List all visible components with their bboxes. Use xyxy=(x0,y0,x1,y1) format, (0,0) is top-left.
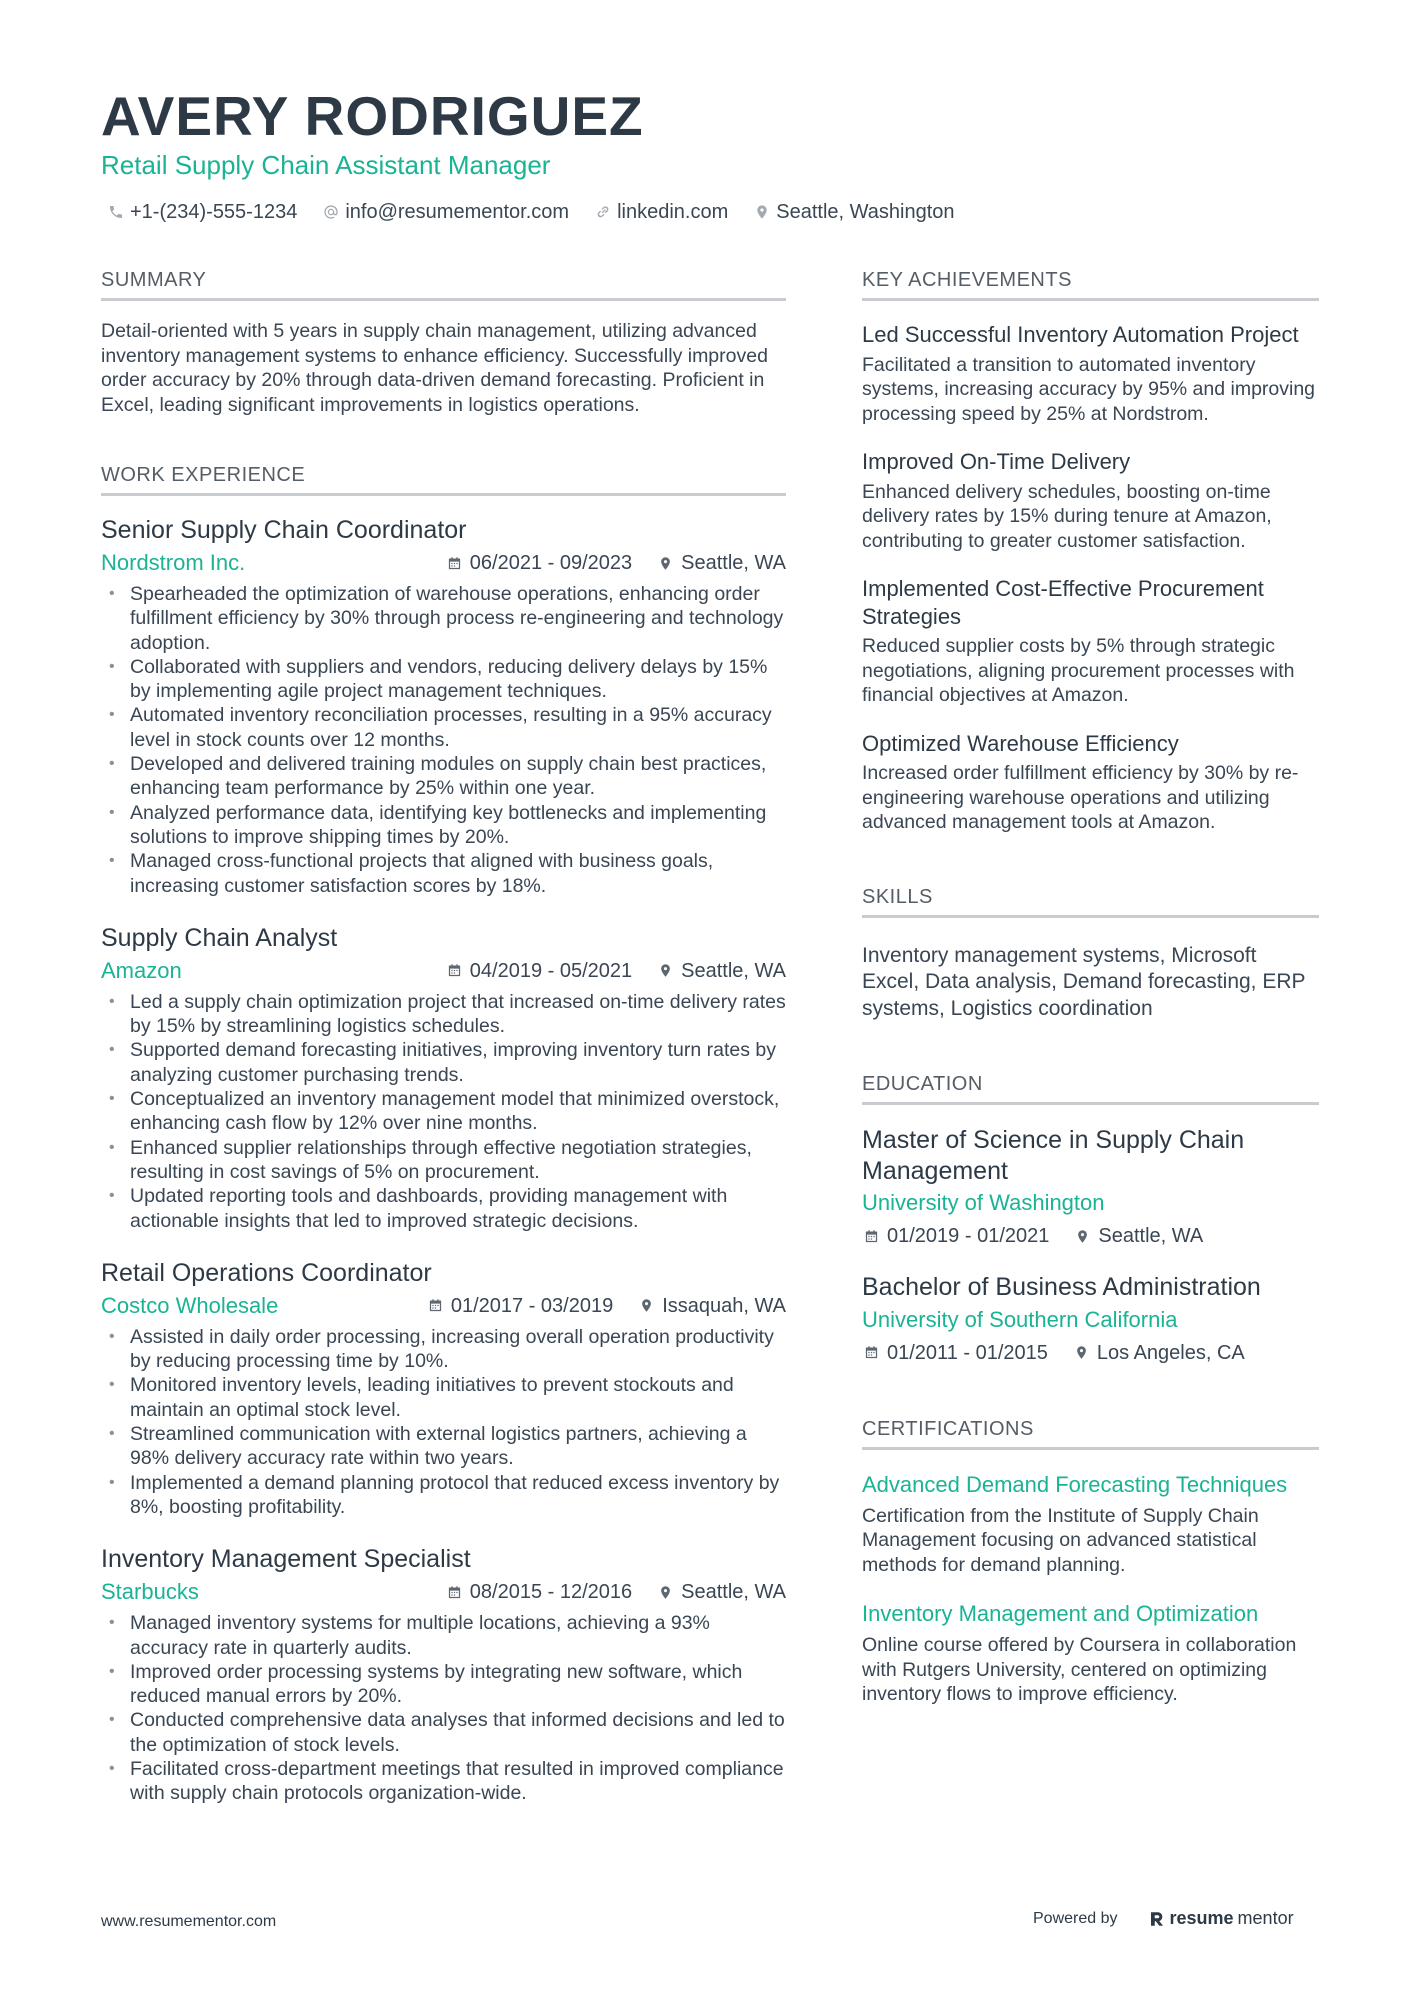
footer-website[interactable]: www.resumementor.com xyxy=(101,1913,277,1930)
education-location xyxy=(1075,1222,1203,1250)
education-location xyxy=(1074,1339,1245,1367)
education-heading: EDUCATION xyxy=(862,1070,1319,1105)
map-pin-icon xyxy=(1074,1345,1089,1360)
job-bullet: • Automated inventory reconciliation processes, resulting in a 95% accuracy level in stock counts over 12 months. xyxy=(101,703,786,752)
achievement-title: Led Successful Inventory Automation Project xyxy=(862,322,1299,347)
contact-bar xyxy=(108,198,955,226)
certification-title: Advanced Demand Forecasting Techniques xyxy=(862,1471,1288,1497)
job-location xyxy=(639,1291,786,1321)
job-dates xyxy=(428,1291,613,1321)
job-title: Supply Chain Analyst xyxy=(101,923,338,952)
job-location xyxy=(658,956,786,986)
candidate-name: AVERY RODRIGUEZ xyxy=(101,85,644,147)
experience-heading: WORK EXPERIENCE xyxy=(101,461,786,496)
achievement-desc: Enhanced delivery schedules, boosting on-time delivery rates by 15% during tenure at Amazon, contributing to greater customer satisfaction. xyxy=(862,480,1272,552)
summary-text: Detail-oriented with 5 years in supply chain management, utilizing advanced inventory management systems to enhance efficiency. Successfully improved order accuracy by 20% through data-driven demand forecasting. Proficient in Excel, leading significant improvements in logistics operations. xyxy=(101,320,768,416)
achievement-title: Improved On-Time Delivery xyxy=(862,449,1131,474)
skills-heading: SKILLS xyxy=(862,883,1319,918)
calendar-icon xyxy=(864,1229,879,1244)
job-title: Senior Supply Chain Coordinator xyxy=(101,516,467,544)
contact-email[interactable] xyxy=(323,198,569,226)
education-location-text: Seattle, WA xyxy=(1098,1225,1204,1247)
left-column xyxy=(101,266,786,1806)
job-meta xyxy=(101,1291,786,1321)
certification-title: Inventory Management and Optimization xyxy=(862,1601,1259,1626)
education-dates xyxy=(864,1339,1048,1367)
brand-light: mentor xyxy=(1237,1908,1294,1928)
achievement-title: Implemented Cost-Effective Procurement Strategies xyxy=(862,576,1264,629)
summary-heading: SUMMARY xyxy=(101,266,786,301)
education-item xyxy=(862,1125,1319,1250)
job-bullet: • Streamlined communication with external logistics partners, achieving a 98% delivery accuracy rate within two years. xyxy=(101,1422,786,1471)
powered-by-text: Powered by xyxy=(1033,1909,1118,1927)
certification-item xyxy=(862,1599,1319,1707)
brand-logo[interactable] xyxy=(1148,1908,1294,1929)
location-text: Seattle, Washington xyxy=(776,201,955,223)
footer-brand xyxy=(1033,1908,1294,1929)
certification-desc: Certification from the Institute of Supply Chain Management focusing on advanced statistical methods for demand planning. xyxy=(862,1504,1259,1576)
job-list xyxy=(101,514,786,1806)
job-bullet: • Led a supply chain optimization project that increased on-time delivery rates by 15% by streamlining logistics schedules. xyxy=(101,990,786,1039)
certification-item xyxy=(862,1470,1319,1578)
achievement-desc: Increased order fulfillment efficiency by 30% by re-engineering warehouse operations and utilizing advanced management tools at Amazon. xyxy=(862,762,1299,833)
achievement-item xyxy=(862,448,1319,553)
job-bullet: • Analyzed performance data, identifying key bottlenecks and implementing solutions to improve shipping times by 20%. xyxy=(101,801,786,850)
job-location-text: Seattle, WA xyxy=(681,1581,786,1604)
calendar-icon xyxy=(428,1298,443,1313)
education-dates-text: 01/2011 - 01/2015 xyxy=(887,1341,1048,1364)
calendar-icon xyxy=(447,556,462,571)
job-company: Costco Wholesale xyxy=(101,1292,279,1318)
job-bullets xyxy=(101,990,786,1233)
job-title: Inventory Management Specialist xyxy=(101,1545,471,1574)
calendar-icon xyxy=(447,963,462,978)
job-bullet: • Supported demand forecasting initiatives, improving inventory turn rates by analyzing customer purchasing trends. xyxy=(101,1038,786,1087)
certification-list xyxy=(862,1470,1319,1707)
job-meta xyxy=(101,956,786,986)
job-bullet: • Spearheaded the optimization of warehouse operations, enhancing order fulfillment efficiency by 30% through process re-engineering and technology adoption. xyxy=(101,582,786,655)
job-bullet: • Facilitated cross-department meetings that resulted in improved compliance with supply chain protocols organization-wide. xyxy=(101,1757,786,1806)
at-icon xyxy=(323,204,339,220)
job-dates xyxy=(447,1577,632,1607)
resumementor-logo-icon xyxy=(1148,1910,1166,1928)
contact-location xyxy=(754,198,954,226)
achievement-item xyxy=(862,575,1319,708)
job-bullet: • Conceptualized an inventory management model that minimized overstock, enhancing cash flow by 12% over nine months. xyxy=(101,1087,786,1136)
email-text: info@resumementor.com xyxy=(345,201,570,223)
education-school: University of Southern California xyxy=(862,1306,1178,1332)
achievement-title: Optimized Warehouse Efficiency xyxy=(862,730,1179,756)
candidate-title: Retail Supply Chain Assistant Manager xyxy=(101,150,551,180)
job-bullet: • Improved order processing systems by integrating new software, which reduced manual errors by 20%. xyxy=(101,1660,786,1709)
right-column xyxy=(862,266,1319,1707)
job-meta xyxy=(101,548,786,578)
job-bullet: • Enhanced supplier relationships through effective negotiation strategies, resulting in cost savings of 5% on procurement. xyxy=(101,1136,786,1185)
education-dates xyxy=(864,1222,1049,1250)
job-bullet: • Collaborated with suppliers and vendors, reducing delivery delays by 15% by implementing agile project management techniques. xyxy=(101,655,786,704)
job-dates xyxy=(447,956,632,986)
achievement-desc: Facilitated a transition to automated inventory systems, increasing accuracy by 95% and improving processing speed by 25% at Nordstrom. xyxy=(862,353,1316,425)
job-company: Amazon xyxy=(101,957,182,983)
job-location xyxy=(658,1577,786,1607)
job-entry xyxy=(101,922,786,1233)
job-entry xyxy=(101,1257,786,1519)
contact-phone xyxy=(108,198,297,226)
job-dates xyxy=(447,548,632,578)
job-bullets xyxy=(101,1325,786,1519)
education-dates-text: 01/2019 - 01/2021 xyxy=(887,1225,1050,1247)
map-pin-icon xyxy=(658,556,673,571)
job-company: Starbucks xyxy=(101,1579,199,1605)
contact-linkedin[interactable] xyxy=(595,198,728,226)
job-location xyxy=(658,548,786,578)
job-dates-text: 01/2017 - 03/2019 xyxy=(450,1294,614,1317)
skills-text: Inventory management systems, Microsoft Excel, Data analysis, Demand forecasting, ERP systems, Logistics coordination xyxy=(862,943,1306,1020)
phone-icon xyxy=(108,204,124,220)
job-dates-text: 08/2015 - 12/2016 xyxy=(469,1581,633,1604)
education-location-text: Los Angeles, CA xyxy=(1096,1341,1245,1364)
job-bullet: • Updated reporting tools and dashboards, providing management with actionable insights that led to improved strategic decisions. xyxy=(101,1184,786,1233)
education-list xyxy=(862,1125,1319,1367)
job-bullet: • Managed cross-functional projects that aligned with business goals, increasing customer satisfaction scores by 18%. xyxy=(101,849,786,898)
job-location-text: Issaquah, WA xyxy=(662,1294,786,1317)
education-degree: Bachelor of Business Administration xyxy=(862,1273,1261,1301)
certifications-heading: CERTIFICATIONS xyxy=(862,1415,1319,1450)
job-dates-text: 06/2021 - 09/2023 xyxy=(469,552,633,574)
job-location-text: Seattle, WA xyxy=(681,552,786,574)
education-meta xyxy=(862,1222,1319,1250)
job-dates-text: 04/2019 - 05/2021 xyxy=(469,959,633,982)
certification-desc: Online course offered by Coursera in collaboration with Rutgers University, centered on optimizing inventory flows to improve efficiency. xyxy=(862,1634,1297,1705)
job-bullet: • Implemented a demand planning protocol that reduced excess inventory by 8%, boosting profitability. xyxy=(101,1471,786,1520)
job-bullets xyxy=(101,582,786,898)
job-bullet: • Managed inventory systems for multiple locations, achieving a 93% accuracy rate in quarterly audits. xyxy=(101,1611,786,1660)
job-entry xyxy=(101,1543,786,1805)
map-pin-icon xyxy=(1075,1229,1090,1244)
job-bullet: • Assisted in daily order processing, increasing overall operation productivity by reducing processing time by 10%. xyxy=(101,1325,786,1374)
job-title: Retail Operations Coordinator xyxy=(101,1258,432,1287)
achievement-desc: Reduced supplier costs by 5% through strategic negotiations, aligning procurement processes with financial objectives at Amazon. xyxy=(862,635,1295,706)
linkedin-text: linkedin.com xyxy=(617,201,729,223)
education-item xyxy=(862,1272,1319,1367)
map-pin-icon xyxy=(658,1585,673,1600)
job-bullets xyxy=(101,1611,786,1805)
education-meta xyxy=(862,1339,1319,1367)
job-entry xyxy=(101,514,786,898)
calendar-icon xyxy=(447,1585,462,1600)
job-location-text: Seattle, WA xyxy=(681,959,786,982)
job-company: Nordstrom Inc. xyxy=(101,550,246,575)
achievement-item xyxy=(862,321,1319,426)
achievement-item xyxy=(862,730,1319,835)
job-bullet: • Monitored inventory levels, leading initiatives to prevent stockouts and maintain an optimal stock level. xyxy=(101,1373,786,1422)
job-meta xyxy=(101,1577,786,1607)
education-degree: Master of Science in Supply Chain Management xyxy=(862,1126,1245,1185)
job-bullet: • Conducted comprehensive data analyses that informed decisions and led to the optimization of stock levels. xyxy=(101,1708,786,1757)
link-icon xyxy=(595,204,611,220)
calendar-icon xyxy=(864,1345,879,1360)
map-pin-icon xyxy=(754,204,770,220)
phone-text: +1-(234)-555-1234 xyxy=(130,201,298,223)
map-pin-icon xyxy=(658,963,673,978)
brand-bold: resume xyxy=(1169,1908,1234,1928)
education-school: University of Washington xyxy=(862,1190,1105,1215)
achievement-list xyxy=(862,321,1319,835)
achievements-heading: KEY ACHIEVEMENTS xyxy=(862,266,1319,301)
job-bullet: • Developed and delivered training modules on supply chain best practices, enhancing team performance by 25% within one year. xyxy=(101,752,786,801)
map-pin-icon xyxy=(639,1298,654,1313)
